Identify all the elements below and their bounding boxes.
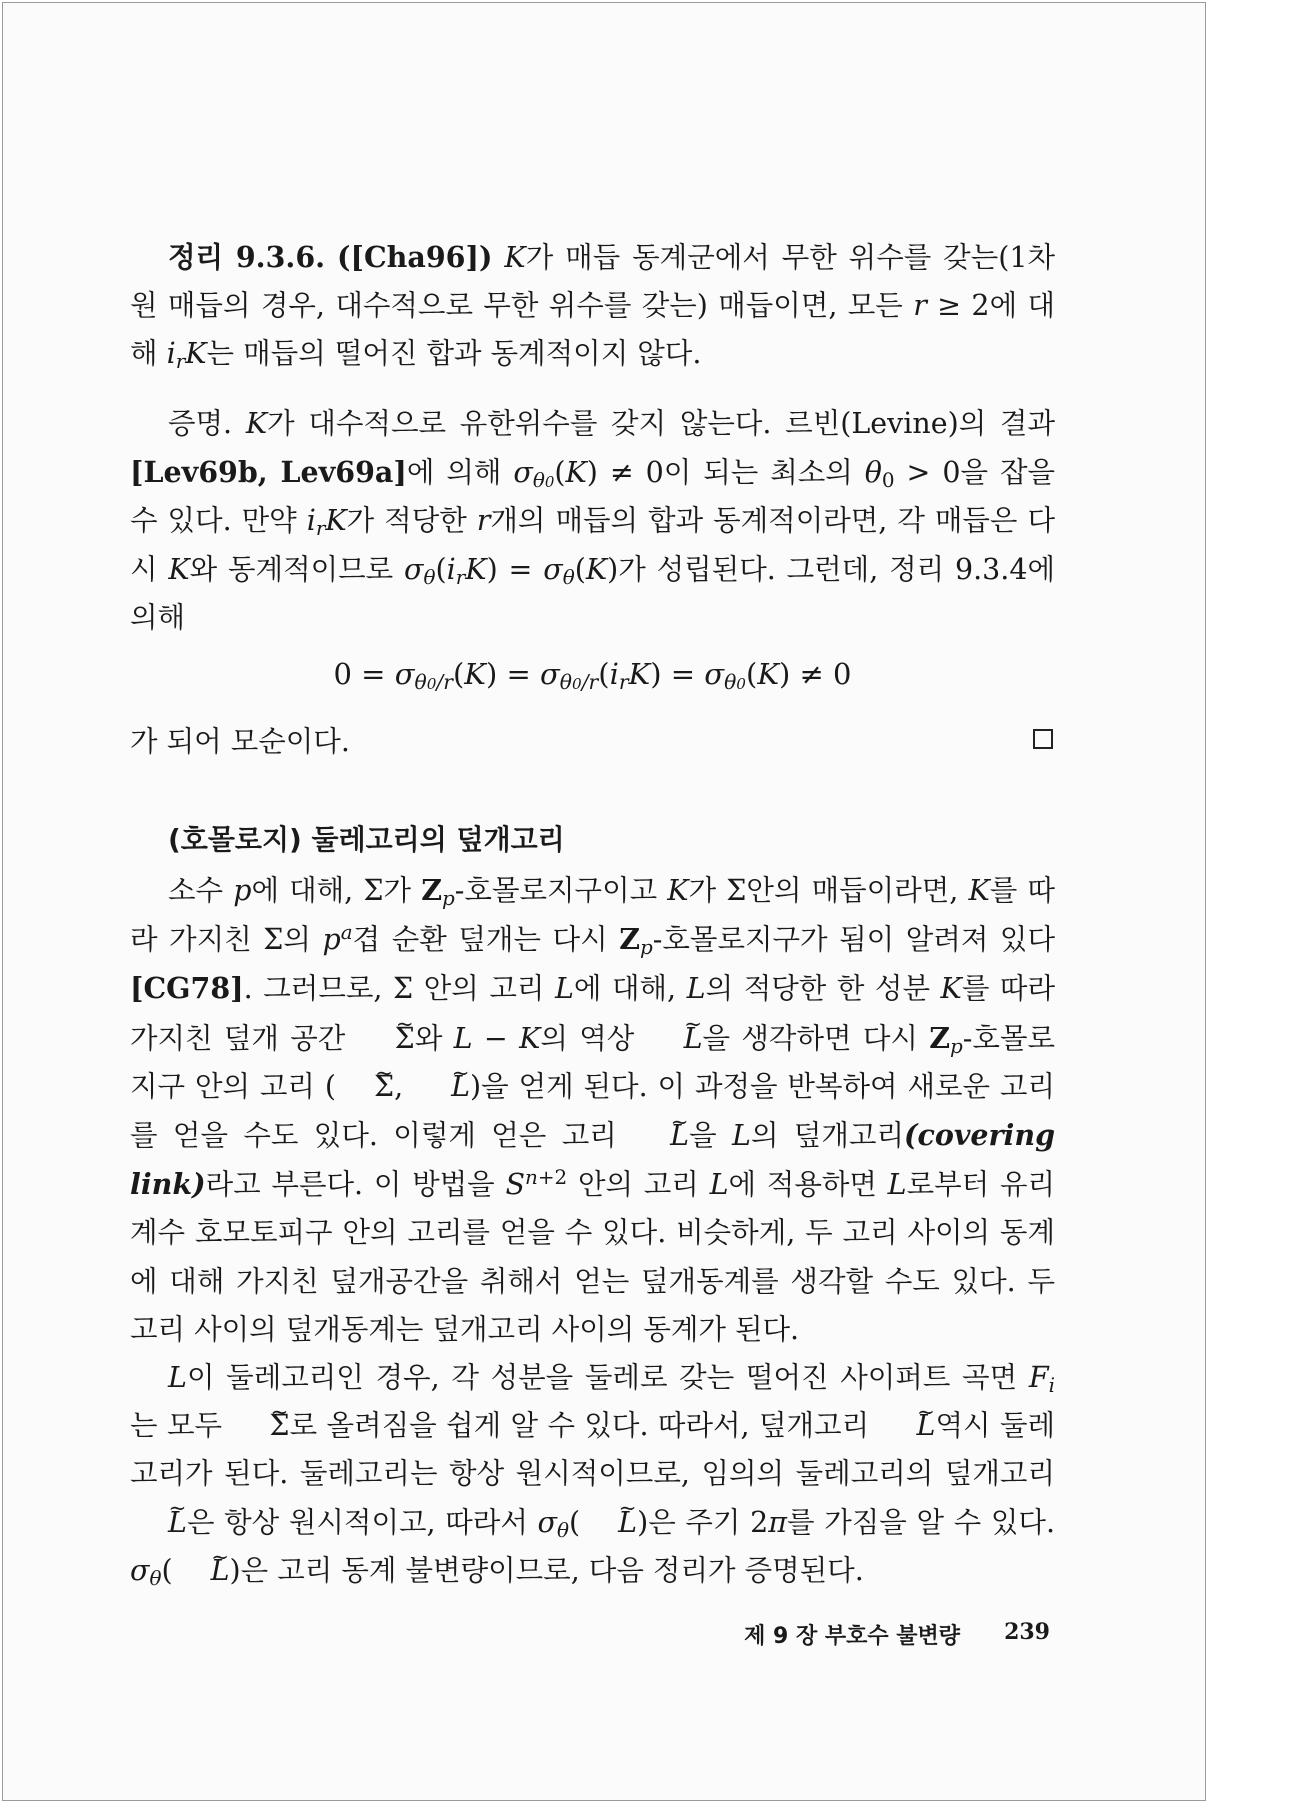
proof-text: 이 되는 최소의 xyxy=(663,456,865,490)
proof-text: 에 의해 xyxy=(406,456,514,490)
theorem-ref: ([Cha96]) xyxy=(337,240,493,274)
section-ref: [CG78] xyxy=(130,971,244,1006)
proof-text: 가 대수적으로 유한위수를 갖지 않는다. 르빈(Levine)의 결과 xyxy=(267,407,1055,440)
proof-conclusion: 가 되어 모순이다. xyxy=(130,725,350,758)
section-heading: (호몰로지) 둘레고리의 덮개고리 xyxy=(168,823,565,856)
proof-ref: [Lev69b, Lev69a] xyxy=(130,455,407,490)
proof-text: 개의 매듭의 합과 동계적이라면, 각 매듭은 다시 xyxy=(130,504,1055,586)
section-paragraph-1: 소수 p에 대해, Σ가 $Z_p-$호몰로지구이고 K가 Σ안의 매듭이라면, K를 따라 가지친 Σ의 $p^a$겹 순환 덮개는 다시 $Z_p-$호몰로지구가 됨이 알려져 있다 [CG78]. 그러므로, Σ 안의 고리 L에 대해, L의 적당한 한 성분 K를 따라 가지친 덮개 공간 ~ Σ와 L − K의 역상 ~ L을 생각하면 다시 $Z_p-$호몰로지구 안의 고리 (~ Σ, ~ L)을 얻게 된다. 이 과정을 반복하여 새로운 고리를 얻을 수도 있다. 이렇게 얻은 고리 ~ L을 L의 덮개고리(covering link)라고 부른다. 이 방법을 $S^{n+2}$ 안의 고리 L에 적용하면 L로부터 유리계수 호모토피구 안의 고리를 얻을 수 있다. 비슷하게, 두 고리 사이의 동계에 대해 가지친 덮개공간을 취해서 얻는 덮개동계를 생각할 수도 있다. 두 고리 사이의 덮개동계는 덮개고리 사이의 동계가 된다. xyxy=(130,866,1055,1354)
section-paragraph-2: L이 둘레고리인 경우, 각 성분을 둘레로 갖는 떨어진 사이퍼트 곡면 $F_i$는 모두 ~ Σ로 올려짐을 쉽게 알 수 있다. 따라서, 덮개고리 ~ L역시 둘레고리가 된다. 둘레고리는 항상 원시적이므로, 임의의 둘레고리의 덮개고리 ~ L은 항상 원시적이고, 따라서 $\sigma_\theta(\sim$ L)은 주기 2π를 가짐을 알 수 있다. $\sigma_\theta(\sim$ L)은 고리 동계 불변량이므로, 다음 정리가 증명된다. xyxy=(130,1354,1055,1595)
book-spine-edge xyxy=(1204,8,1290,1798)
theorem-label: 정리 9.3.6. xyxy=(168,240,326,274)
proof: 증명. K가 대수적으로 유한위수를 갖지 않는다. 르빈(Levine)의 결과 [Lev69b, Lev69a]에 의해 $\sigma_{\theta 0}(K) \ne 0$이 되는 최소의 $\theta_0 > 0$을 잡을 수 있다. 만약 $i_rK$가 적당한 r개의 매듭의 합과 동계적이라면, 각 매듭은 다시 K와 동계적이므로 $\sigma_\theta(i_rK) = \sigma_\theta(K)$가 성립된다. 그런데, 정리 9.3.4에 의해 xyxy=(130,407,1056,634)
proof-text: 을 잡을 수 있다. 만약 xyxy=(130,456,1056,538)
proof-text: 와 동계적이므로 xyxy=(189,552,405,586)
page-number: 239 xyxy=(1004,1619,1050,1645)
chapter-title: 제 9 장 부호수 불변량 xyxy=(744,1624,961,1649)
proof-equation: $0 = \sigma_{\theta 0/r}(K) = \sigma_{\theta 0/r}(i_rK) = \sigma_{\theta 0}(K) \ne 0$ xyxy=(333,657,852,695)
page-footer xyxy=(700,1619,1050,1650)
proof-text: 가 적당한 xyxy=(346,504,477,538)
theorem-9-3-6: 정리 9.3.6. ([Cha96]) K가 매듭 동계군에서 무한 위수를 갖는(1차 원 매듭의 경우, 대수적으로 무한 위수를 갖는) 매듭이면, 모든 r ≥ 2에 대해 $i_rK$는 매듭의 떨어진 합과 동계적이지 않다. xyxy=(130,240,1056,374)
proof-label: 증명. xyxy=(168,407,233,440)
term-covering-link: (covering link) xyxy=(130,1118,1056,1202)
theorem-text: 는 매듭의 떨어진 합과 동계적이지 않다. xyxy=(206,337,702,371)
theorem-text: 가 매듭 동계군에서 무한 위수를 갖는(1차 원 매듭의 경우, 대수적으로 무한 위수를 갖는) 매듭이면, 모든 xyxy=(130,241,1056,323)
theorem-text: 에 대해 xyxy=(130,289,1055,371)
proof-text: 가 성립된다. 그런데, 정리 9.3.4에 의해 xyxy=(130,552,1055,634)
qed-square-icon xyxy=(1033,729,1053,749)
